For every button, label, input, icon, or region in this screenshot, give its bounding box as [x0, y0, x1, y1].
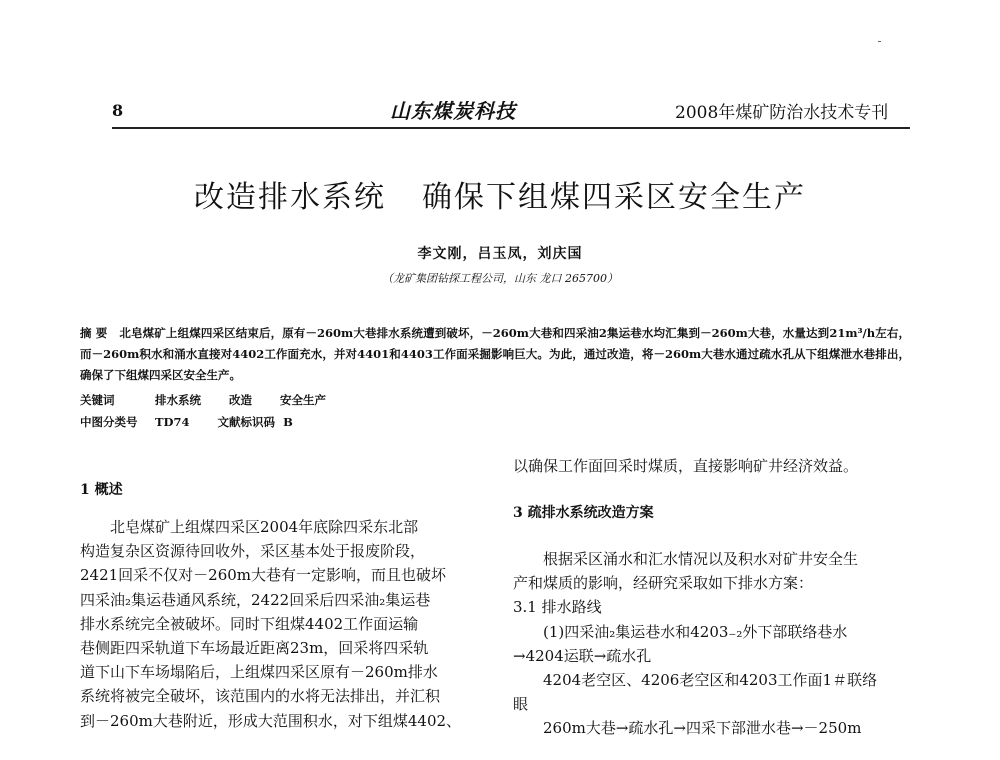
classification-line [80, 414, 293, 430]
authors: 李文刚，吕玉凤，刘庆国 [417, 246, 583, 262]
article-title [0, 172, 1000, 216]
keyword: 安全生产 [280, 393, 326, 407]
clc-label: 中图分类号 [80, 415, 138, 429]
text-line: 260m大巷→疏水孔→四采下部泄水巷→－250m [543, 719, 862, 738]
text-line: 2421回采不仅对－260m大巷有一定影响，而且也破坏 [80, 566, 447, 585]
abstract-text: 北皂煤矿上组煤四采区结束后，原有－260m大巷排水系统遭到破坏，－260m大巷和四采油2集运巷水均汇集到－260m大巷，水量达到21m³/h左右，而－260m积水和涌水直接对4402工作面充水，并对4401和4403工作面采掘影响巨大。为此，通过改造，将－260m大巷水通过疏水孔从下组煤泄水巷排出，确保了下组煤四采区安全生产。 [80, 326, 910, 382]
scan-mark [878, 41, 881, 42]
section-heading-1: 1 概述 [80, 482, 123, 498]
text-line: 排水系统完全被破坏。同时下组煤4402工作面运输 [80, 614, 419, 633]
text-line: 到－260m大巷附近，形成大范围积水，对下组煤4402、 [80, 711, 462, 730]
doc-code-label: 文献标识码 [217, 415, 276, 429]
text-line: 系统将被完全破坏，该范围内的水将无法排出，并汇积 [80, 687, 441, 706]
title-part-2: 确保下组煤四采区安全生产 [422, 180, 806, 215]
text-line: →4204运联→疏水孔 [513, 646, 652, 665]
title-part-1: 改造排水系统 [194, 180, 386, 215]
header-rule [112, 127, 910, 129]
continuation-line: 以确保工作面回采时煤质，直接影响矿井经济效益。 [513, 457, 859, 475]
text-line: 4204老空区、4206老空区和4203工作面1＃联络 [543, 671, 878, 690]
keyword: 改造 [229, 393, 252, 407]
journal-name: 山东煤炭科技 [390, 99, 516, 123]
page-number: 8 [112, 101, 124, 120]
text-line: 根据采区涌水和汇水情况以及积水对矿井安全生 [543, 550, 859, 568]
text-line: 四采油₂集运巷通风系统，2422回采后四采油₂集运巷 [80, 590, 431, 609]
text-line: 构造复杂区资源待回收外，采区基本处于报废阶段， [80, 542, 426, 561]
text-line: 眼 [513, 695, 529, 714]
text-line: 北皂煤矿上组煤四采区2004年底除四采东北部 [110, 518, 419, 536]
left-column-body [80, 515, 488, 733]
special-issue-title: 2008年煤矿防治水技术专刊 [675, 103, 889, 123]
text-line: 道下山下车场塌陷后，上组煤四采区原有－260m排水 [80, 663, 438, 682]
keywords-label: 关键词 [80, 393, 115, 407]
clc-value: TD74 [155, 415, 190, 429]
text-line: 产和煤质的影响，经研究采取如下排水方案： [513, 574, 814, 593]
affiliation: （龙矿集团钻探工程公司，山东 龙口 265700） [382, 272, 618, 285]
section-heading-3: 3 疏排水系统改造方案 [513, 505, 654, 521]
text-line: 巷侧距四采轨道下车场最近距离23m，回采将四采轨 [80, 639, 429, 658]
abstract-label: 摘 要 [80, 326, 108, 340]
abstract [80, 323, 910, 386]
text-line: (1)四采油₂集运巷水和4203₋₂外下部联络巷水 [543, 622, 848, 641]
doc-code-value: B [283, 415, 293, 429]
right-column-body [513, 547, 913, 741]
keyword: 排水系统 [155, 393, 201, 407]
sub-heading: 3.1 排水路线 [513, 598, 602, 617]
keywords-line [80, 392, 354, 408]
